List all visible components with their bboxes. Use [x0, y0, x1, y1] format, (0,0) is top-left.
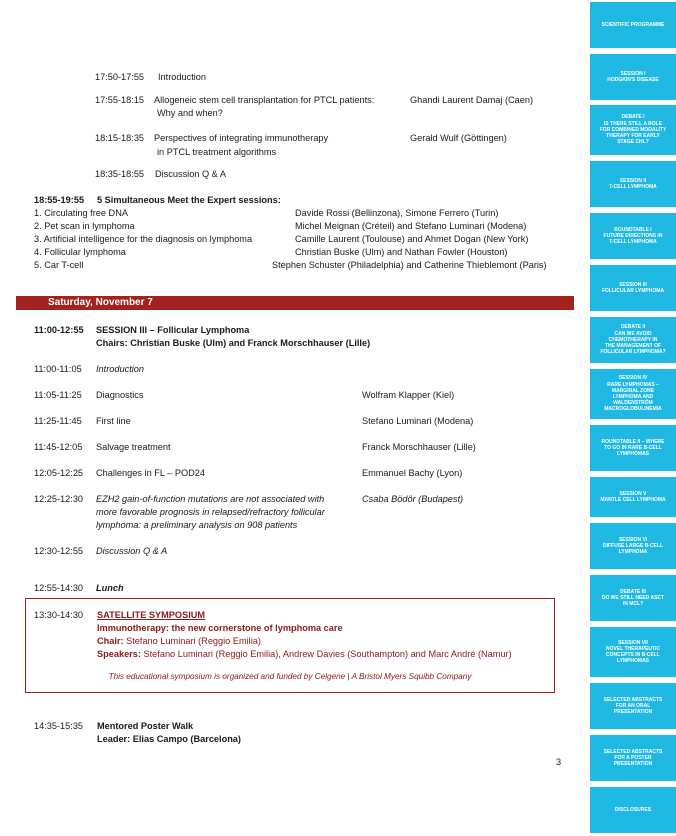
s3-item-4-title: Salvage treatment [96, 442, 171, 452]
poster-walk-time: 14:35-15:35 [34, 721, 84, 731]
item-2-time: 17:55-18:15 [95, 95, 145, 105]
s3-item-2-speaker: Wolfram Klapper (Kiel) [362, 390, 455, 400]
meet-expert-item-5: 5. Car T-cell [34, 260, 84, 270]
meet-expert-heading: 5 Simultaneous Meet the Expert sessions: [97, 195, 281, 205]
meet-expert-item-1: 1. Circulating free DNA [34, 208, 128, 218]
meet-expert-speakers-3: Camille Laurent (Toulouse) and Ahmet Dogan (New York) [295, 234, 529, 244]
s3-item-3-speaker: Stefano Luminari (Modena) [362, 416, 474, 426]
session3-chairs: Chairs: Christian Buske (Ulm) and Franck Morschhauser (Lille) [96, 338, 371, 348]
sidebar-tab-roundtable-2[interactable]: ROUNDTABLE II – WHERE TO GO IN RARE B-CELL LYMPHOMAS [590, 425, 676, 471]
sidebar-tab-disclosures[interactable]: DISCLOSURES [590, 787, 676, 833]
satellite-time: 13:30-14:30 [34, 610, 84, 620]
s3-item-3-title: First line [96, 416, 131, 426]
s3-item-5-time: 12:05-12:25 [34, 468, 84, 478]
session3-title: SESSION III – Follicular Lymphoma [96, 325, 250, 335]
item-4-title: Discussion Q & A [155, 169, 226, 179]
sidebar-nav [590, 0, 676, 836]
satellite-speakers-label: Speakers: [97, 649, 141, 659]
satellite-chair-name: Stefano Luminari (Reggio Emilia) [126, 636, 261, 646]
satellite-chair-label: Chair: [97, 636, 124, 646]
sidebar-tab-session-2[interactable]: SESSION II T-CELL LYMPHOMA [590, 161, 676, 207]
sidebar-tab-debate-1[interactable]: DEBATE I IS THERE STILL A ROLE FOR COMBINED MODALITY THERAPY FOR EARLY STAGE CHL? [590, 105, 676, 155]
lunch-time: 12:55-14:30 [34, 583, 84, 593]
s3-abstract-line1: EZH2 gain-of-function mutations are not associated with [96, 494, 325, 504]
sidebar-tab-debate-3[interactable]: DEBATE III DO WE STILL NEED ASCT IN MCL? [590, 575, 676, 621]
s3-item-5-title: Challenges in FL – POD24 [96, 468, 205, 478]
s3-abstract-time: 12:25-12:30 [34, 494, 84, 504]
sidebar-tab-scientific-programme[interactable]: SCIENTIFIC PROGRAMME [590, 2, 676, 48]
sidebar-tab-oral-abstracts[interactable]: SELECTED ABSTRACTS FOR AN ORAL PRESENTATION [590, 683, 676, 729]
meet-expert-item-2: 2. Pet scan in lymphoma [34, 221, 135, 231]
session3-time: 11:00-12:55 [34, 325, 84, 335]
sidebar-tab-session-3[interactable]: SESSION III FOLLICULAR LYMPHOMA [590, 265, 676, 311]
lunch-title: Lunch [96, 583, 124, 593]
s3-discussion-time: 12:30-12:55 [34, 546, 84, 556]
sidebar-tab-poster-abstracts[interactable]: SELECTED ABSTRACTS FOR A POSTER PRESENTATION [590, 735, 676, 781]
item-1-time: 17:50-17:55 [95, 72, 145, 82]
meet-expert-speakers-5: Stephen Schuster (Philadelphia) and Catherine Thieblemont (Paris) [272, 260, 547, 270]
s3-item-4-speaker: Franck Morschhauser (Lille) [362, 442, 476, 452]
sidebar-tab-session-1[interactable]: SESSION I HODGKIN'S DISEASE [590, 54, 676, 100]
s3-item-1-title: Introduction [96, 364, 145, 374]
item-2-title-cont: Why and when? [157, 108, 223, 118]
s3-item-2-time: 11:05-11:25 [34, 390, 82, 400]
s3-item-1-time: 11:00-11:05 [34, 364, 82, 374]
poster-walk-leader: Leader: Elias Campo (Barcelona) [97, 734, 241, 744]
s3-item-3-time: 11:25-11:45 [34, 416, 82, 426]
meet-expert-time: 18:55-19:55 [34, 195, 85, 205]
sidebar-tab-debate-2[interactable]: DEBATE II CAN WE AVOID CHEMOTHERAPY IN THE MANAGEMENT OF FOLLICULAR LYMPHOMA? [590, 317, 676, 363]
item-1-title: Introduction [158, 72, 207, 82]
item-3-time: 18:15-18:35 [95, 133, 145, 143]
s3-abstract-line2: more favorable prognosis in relapsed/refractory follicular [96, 507, 325, 517]
satellite-heading: SATELLITE SYMPOSIUM [97, 610, 206, 620]
sidebar-tab-session-4[interactable]: SESSION IV RARE LYMPHOMAS – MARGINAL ZONE LYMPHOMA AND WALDENSTRÖM MACROGLOBULINEMIA [590, 369, 676, 419]
s3-item-2-title: Diagnostics [96, 390, 144, 400]
satellite-chair [97, 635, 261, 647]
item-2-speaker: Ghandi Laurent Damaj (Caen) [410, 95, 534, 105]
item-3-speaker: Gerald Wulf (Göttingen) [410, 133, 507, 143]
sidebar-tab-session-7[interactable]: SESSION VII NOVEL THERAPEUTIC CONCEPTS IN B-CELL LYMPHOMAS [590, 627, 676, 677]
s3-abstract-speaker: Csaba Bödör (Budapest) [362, 494, 464, 504]
s3-discussion-title: Discussion Q & A [96, 546, 168, 556]
day-banner: Saturday, November 7 [16, 296, 574, 310]
item-3-title: Perspectives of integrating immunotherapy [154, 133, 329, 143]
satellite-speakers [97, 648, 512, 660]
poster-walk-title: Mentored Poster Walk [97, 721, 194, 731]
sidebar-tab-session-5[interactable]: SESSION V MANTLE CELL LYMPHOMA [590, 477, 676, 517]
page-number: 3 [556, 757, 562, 767]
satellite-subtitle: Immunotherapy: the new cornerstone of lymphoma care [97, 623, 343, 633]
satellite-speakers-names: Stefano Luminari (Reggio Emilia), Andrew Davies (Southampton) and Marc André (Namur) [143, 649, 512, 659]
item-3-title-cont: in PTCL treatment algorithms [157, 147, 277, 157]
s3-item-5-speaker: Emmanuel Bachy (Lyon) [362, 468, 463, 478]
meet-expert-speakers-1: Davide Rossi (Bellinzona), Simone Ferrero (Turin) [295, 208, 499, 218]
satellite-note: This educational symposium is organized and funded by Celgene | A Bristol Myers Squibb Company [108, 672, 472, 681]
sidebar-tab-roundtable-1[interactable]: ROUNDTABLE I FUTURE DIRECTIONS IN T-CELL LYMPHOMA [590, 213, 676, 259]
sidebar-tab-session-6[interactable]: SESSION VI DIFFUSE LARGE B-CELL LYMPHOMA [590, 523, 676, 569]
item-4-time: 18:35-18:55 [95, 169, 145, 179]
s3-abstract-line3: lymphoma: a preliminary analysis on 908 patients [96, 520, 298, 530]
meet-expert-item-3: 3. Artificial intelligence for the diagnosis on lymphoma [34, 234, 253, 244]
item-2-title: Allogeneic stem cell transplantation for PTCL patients: [154, 95, 375, 105]
meet-expert-speakers-2: Michel Meignan (Créteil) and Stefano Luminari (Modena) [295, 221, 527, 231]
s3-item-4-time: 11:45-12:05 [34, 442, 83, 452]
meet-expert-speakers-4: Christian Buske (Ulm) and Nathan Fowler (Houston) [295, 247, 508, 257]
meet-expert-item-4: 4. Follicular lymphoma [34, 247, 126, 257]
